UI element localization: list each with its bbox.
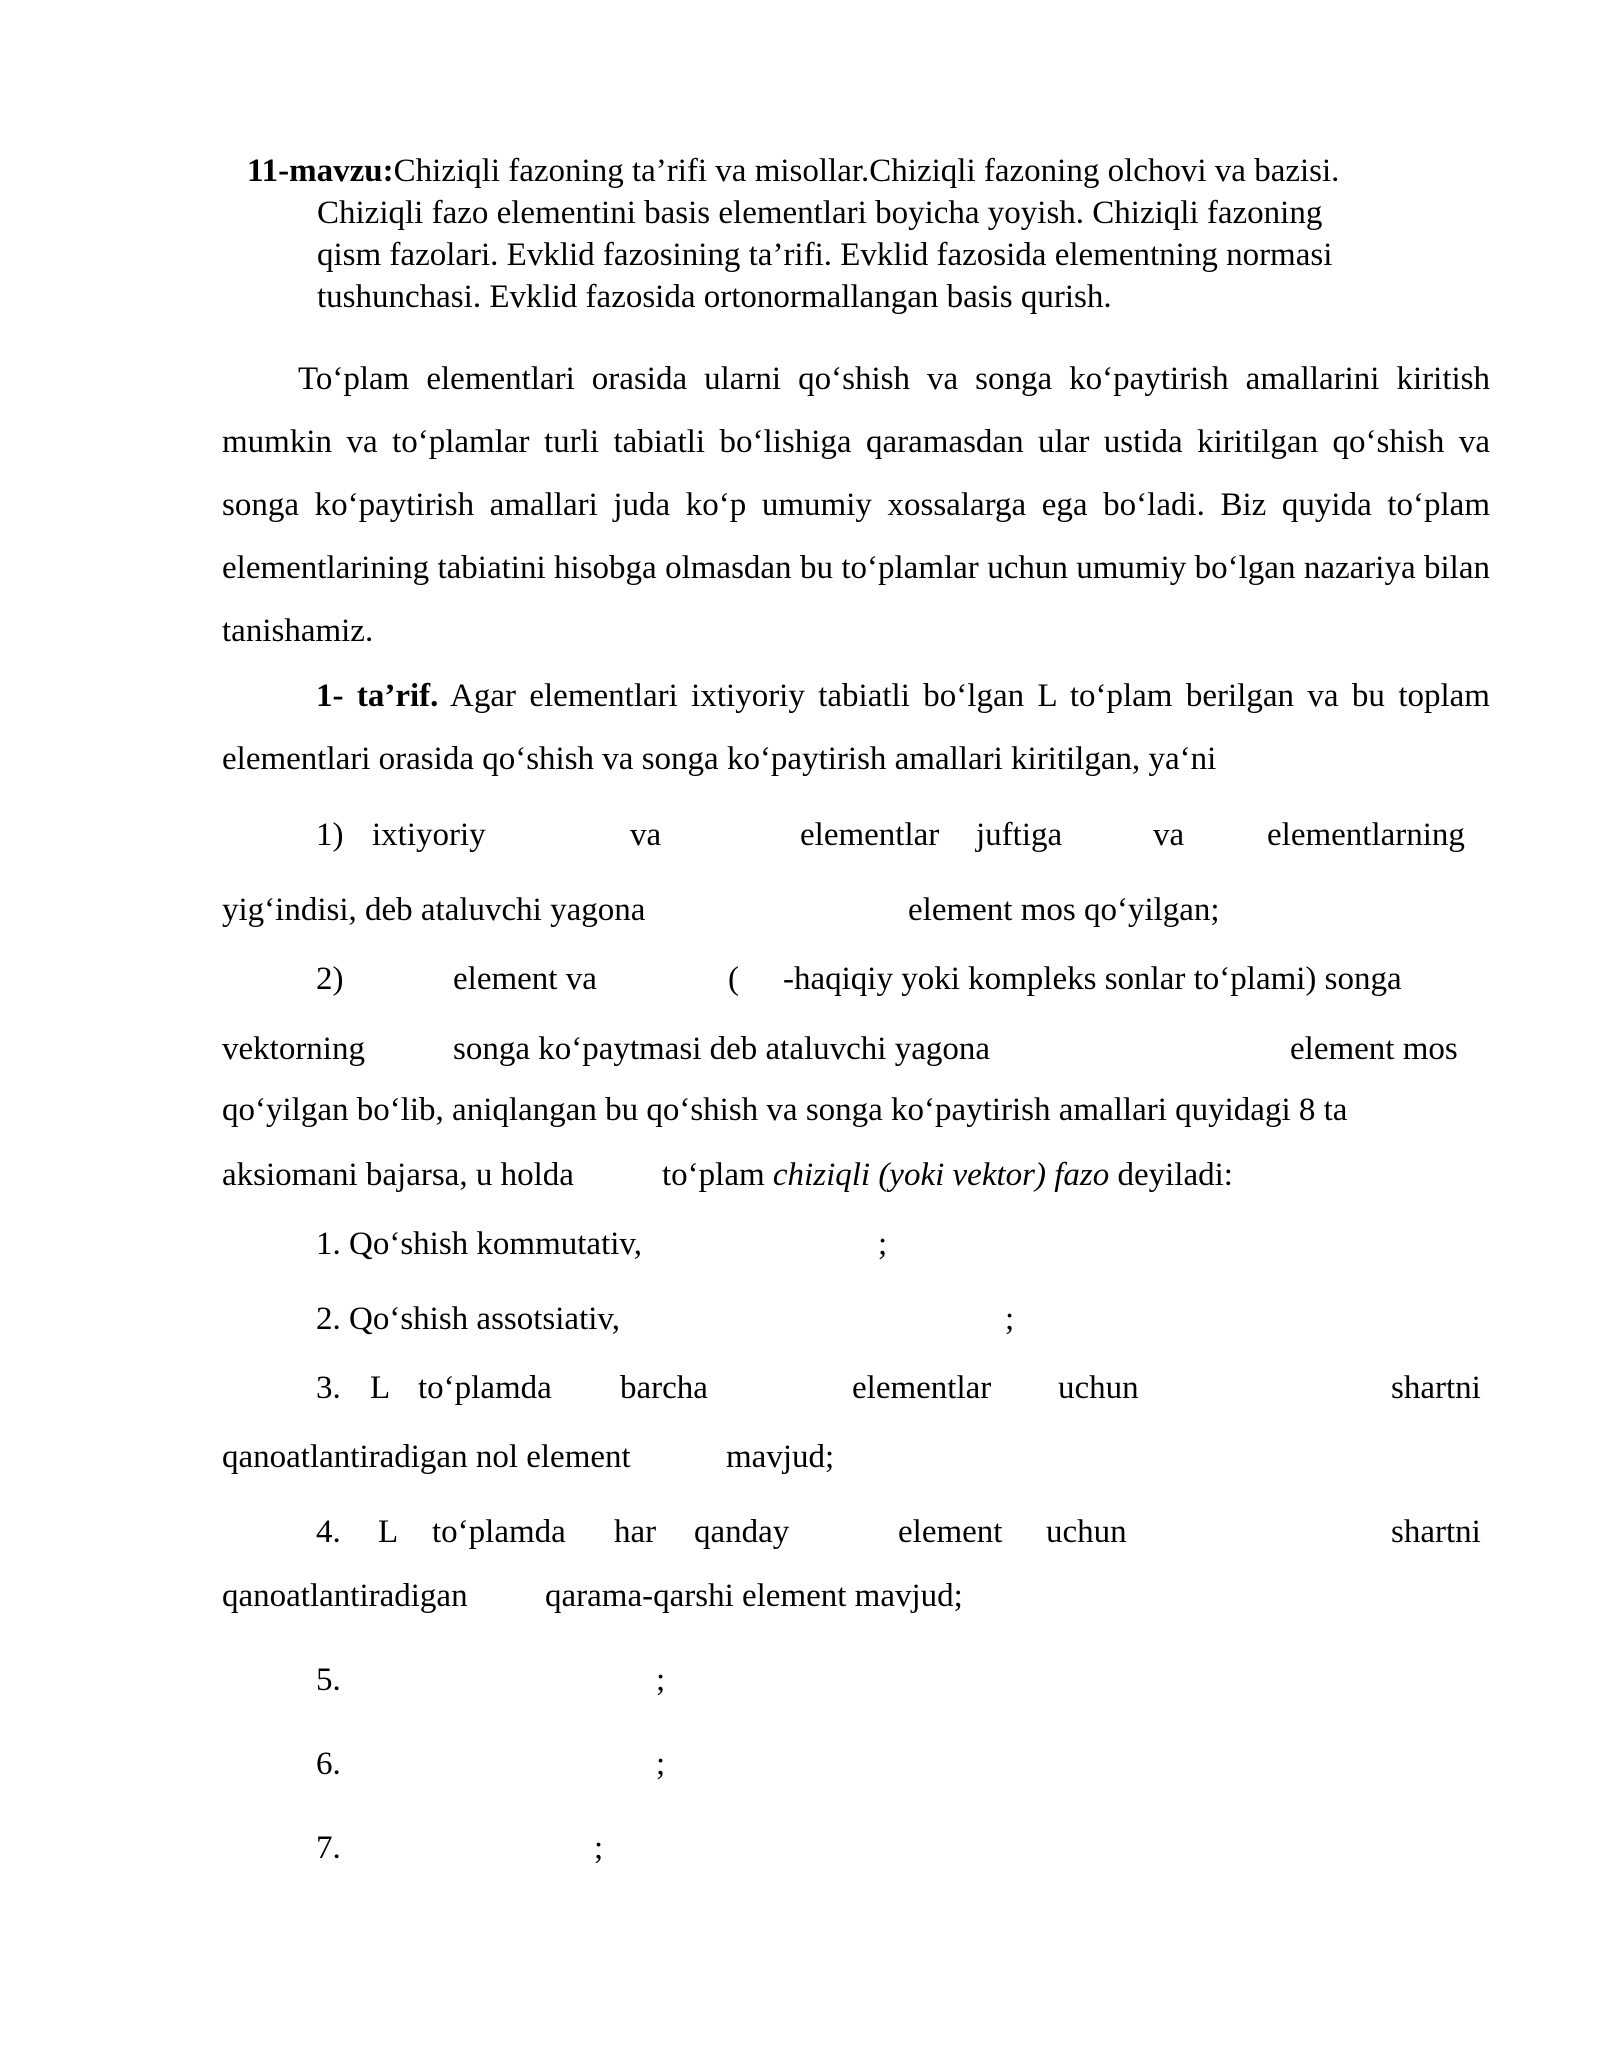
axiom-3-shartni: shartni (1391, 1370, 1481, 1406)
title-line-4: tushunchasi. Evklid fazosida ortonormallangan basis qurish. (317, 279, 1112, 315)
axiom-4-qanday: qanday (694, 1514, 790, 1550)
item2-toplam: to‘plam (662, 1157, 765, 1193)
item1-line2-right: element mos qo‘yilgan; (908, 892, 1220, 928)
axiom-2-text: 2. Qo‘shish assotsiativ, (316, 1301, 621, 1337)
axiom-3-mavjud: mavjud; (726, 1439, 835, 1475)
axiom-4-har: har (614, 1514, 657, 1550)
topic-title (247, 150, 1477, 318)
title-line-3: qism fazolari. Evklid fazosining ta’rifi. Evklid fazosida elementning normasi (317, 237, 1333, 273)
axiom-3-barcha: barcha (620, 1370, 708, 1406)
title-line-1 (247, 150, 1477, 192)
axiom-4-L: L (378, 1514, 399, 1550)
item1-word-elementlar: elementlar (800, 817, 940, 853)
axiom-4-element: element (898, 1514, 1003, 1550)
item2-vektorning: vektorning (222, 1031, 365, 1067)
axiom-3-toplamda: to‘plamda (418, 1370, 552, 1406)
item1-word-va-1: va (630, 817, 662, 853)
item2-deyiladi: deyiladi: (1117, 1157, 1233, 1193)
topic-label: 11-mavzu: (247, 153, 394, 189)
intro-paragraph: To‘plam elementlari orasida ularni qo‘shish va songa ko‘paytirish amallarini kiritish mumkin va to‘plamlar turli tabiatli bo‘lishiga qaramasdan ular ustida kiritilgan qo‘shish va songa ko‘paytirish amallari juda ko‘p umumiy xossalarga ega bo‘ladi. Biz quyida to‘plam elementlarining tabiatini hisobga olmasdan bu to‘plamlar uchun umumiy bo‘lgan nazariya bilan tanishamiz. (222, 361, 1490, 649)
definition-text: Agar elementlari ixtiyoriy tabiatli bo‘lgan L to‘plam berilgan va bu toplam elementlari orasida qo‘shish va songa ko‘paytirish amallari kiritilgan, ya‘ni (222, 678, 1490, 777)
item2-songa-kopaytmasi: songa ko‘paytmasi deb ataluvchi yagona (453, 1031, 991, 1067)
title-text-1: Chiziqli fazoning ta’rifi va misollar.Chiziqli fazoning olchovi va bazisi. (393, 153, 1340, 189)
axiom-3-L: L (370, 1370, 391, 1406)
item2-line3: qo‘yilgan bo‘lib, aniqlangan bu qo‘shish va songa ko‘paytirish amallari quyidagi 8 ta (222, 1092, 1348, 1128)
title-line-2: Chiziqli fazo elementini basis elementlari boyicha yoyish. Chiziqli fazoning (317, 195, 1323, 231)
definition-paragraph (222, 665, 1490, 791)
axiom-1-end: ; (878, 1226, 888, 1262)
definition-label: 1- ta’rif. (316, 678, 439, 714)
item2-definition-end (662, 1155, 1233, 1195)
axiom-4-qanoat: qanoatlantiradigan (222, 1578, 468, 1614)
axiom-4-number: 4. (316, 1514, 341, 1550)
axiom-4-toplamda: to‘plamda (432, 1514, 566, 1550)
item2-element-mos: element mos (1290, 1031, 1458, 1067)
axiom-6-number: 6. (316, 1746, 341, 1782)
item1-word-elementlarning: elementlarning (1267, 817, 1465, 853)
axiom-7-number: 7. (316, 1830, 341, 1866)
axiom-5-end: ; (656, 1662, 666, 1698)
axiom-3-qanoat: qanoatlantiradigan nol element (222, 1439, 631, 1475)
item2-paren: ( (728, 961, 739, 997)
axiom-3-elementlar: elementlar (852, 1370, 992, 1406)
item1-line2-left: yig‘indisi, deb ataluvchi yagona (222, 892, 646, 928)
axiom-7-end: ; (594, 1830, 604, 1866)
axiom-4-qarama: qarama-qarshi element mavjud; (545, 1578, 963, 1614)
item1-number: 1) (316, 817, 344, 853)
axiom-4-uchun: uchun (1046, 1514, 1127, 1550)
item2-number: 2) (316, 961, 344, 997)
axiom-5-number: 5. (316, 1662, 341, 1698)
item2-element-va: element va (453, 961, 597, 997)
axiom-1-text: 1. Qo‘shish kommutativ, (316, 1226, 643, 1262)
item2-term: chiziqli (yoki vektor) fazo (772, 1157, 1110, 1193)
axiom-4-shartni: shartni (1391, 1514, 1481, 1550)
axiom-2-end: ; (1005, 1301, 1015, 1337)
item1-word-va-2: va (1153, 817, 1185, 853)
axiom-3-uchun: uchun (1058, 1370, 1139, 1406)
item2-aksiomani: aksiomani bajarsa, u holda (222, 1157, 574, 1193)
item1-word-ixtiyoriy: ixtiyoriy (372, 817, 486, 853)
axiom-6-end: ; (656, 1746, 666, 1782)
item2-set-description: -haqiqiy yoki kompleks sonlar to‘plami) songa (783, 961, 1402, 997)
axiom-3-number: 3. (316, 1370, 341, 1406)
item1-word-juftiga: juftiga (976, 817, 1063, 853)
